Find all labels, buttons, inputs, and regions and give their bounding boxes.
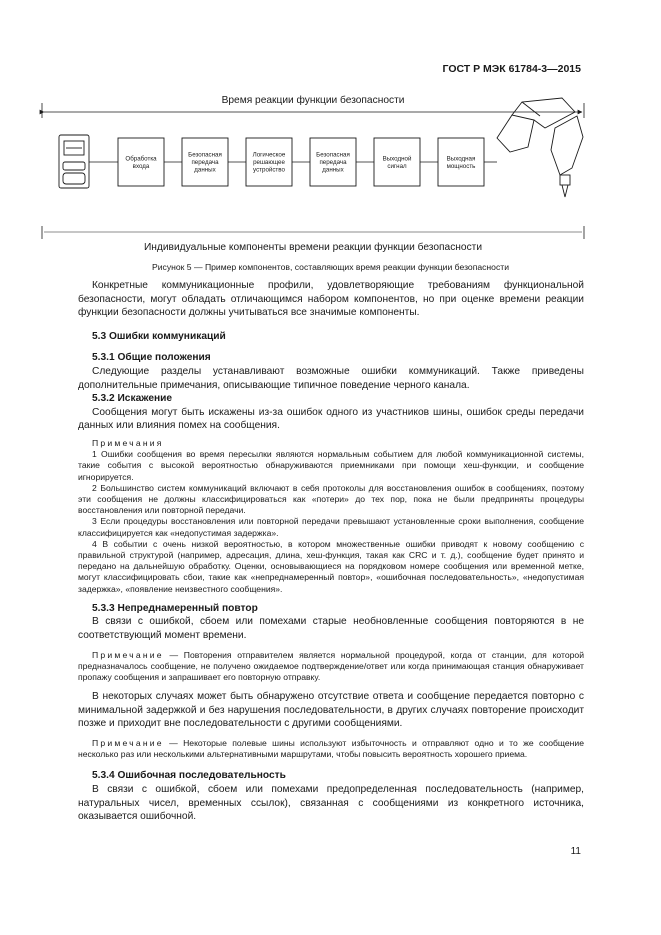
section-5-3-3-note-2 [78, 738, 584, 760]
component-box-label: сигнал [387, 162, 407, 170]
note-text: — Некоторые полевые шины используют избыточность и отправляют одно и то же сообщение несколько раз или несколькими альтернативными маршрутами, чтобы повысить вероятность хорошего приема. [78, 737, 584, 760]
sensor-icon [59, 135, 89, 188]
section-5-3-heading: 5.3 Ошибки коммуникаций [92, 330, 226, 342]
robot-arm-icon [497, 98, 583, 197]
note-3: 3 Если процедуры восстановления или повторной передачи превышают установленные сроки выполнения, сообщение классифицируется как «недопустимая задержка». [78, 516, 584, 538]
response-time-diagram [0, 0, 661, 262]
document-header: ГОСТ Р МЭК 61784-3—2015 [442, 63, 581, 75]
section-5-3-2-heading: 5.3.2 Искажение [92, 393, 173, 405]
section-5-3-3-paragraph-2: В некоторых случаях может быть обнаружено отсутствие ответа и сообщение передается повторно с минимальной задержкой и без нарушения последовательности, в других случаях повторение происходит позже и приходит вне последовательности с другими сообщениями. [78, 691, 584, 730]
section-5-3-1-heading: 5.3.1 Общие положения [92, 352, 211, 364]
component-box-label: данных [194, 166, 216, 174]
component-box-label: Обработка [125, 155, 157, 163]
note-text: — Повторения отправителем является нормальной процедурой, когда от станции, для которой предназначалось сообщение, не получено ожидаемое подтверждение/ответ или когда принимающая станция обнаруживает пропажу сообщения и запрашивает его повторную отправку. [78, 649, 584, 682]
section-5-3-4-heading: 5.3.4 Ошибочная последовательность [92, 770, 286, 782]
section-5-3-3-paragraph: В связи с ошибкой, сбоем или помехами старые необновленные сообщения повторяются в не соответствующий момент времени. [78, 616, 584, 641]
intro-paragraph: Конкретные коммуникационные профили, удовлетворяющие требованиям функциональной безопасности, могут обладать отличающимся набором компонентов, но при оценке времени реакции функции безопасности должны учитываться все значимые компоненты. [78, 280, 584, 319]
bottom-dim-label: Индивидуальные компоненты времени реакции функции безопасности [143, 242, 483, 253]
component-box-label: решающее [253, 159, 285, 166]
note-4: 4 В событии с очень низкой вероятностью, в котором множественные ошибки приводят к новому сообщению с правильной структурой (например, адресация, длина, хеш-функция, такая как CRC и т. д.), сообщение будет принято и передано на дальнейшую обработку. Оценки, основывающиеся на порядковом номере сообщения или временной метке, могут классифицировать сбои, такие как «непреднамеренный повтор», «ошибочная последовательность», «недопустимая задержка», «появление неизвестного сообщения». [78, 538, 584, 594]
component-box-label: передача [191, 159, 219, 166]
component-box-label: мощность [446, 162, 476, 170]
note-label: Примечание [92, 649, 164, 660]
figure-caption: Рисунок 5 — Пример компонентов, составляющих время реакции функции безопасности [152, 262, 509, 272]
section-5-3-2-paragraph: Сообщения могут быть искажены из-за ошибок одного из участников шины, ошибок среды передачи данных или влияния помех на сообщения. [78, 406, 584, 432]
note-2: 2 Большинство систем коммуникаций включают в себя протоколы для восстановления ошибок в сообщениях, поэтому эти сообщения не должны классифицироваться как «потери» до тех пор, пока не были предприняты процедуры восстановления или повторной передачи. [78, 482, 584, 516]
component-box-label: Выходной [382, 155, 412, 163]
component-box-label: Выходная [446, 155, 476, 163]
section-5-3-1-paragraph: Следующие разделы устанавливают возможные ошибки коммуникаций. Также приведены дополнительные примечания, описывающие типичное поведение черного канала. [78, 365, 584, 391]
document-body [78, 279, 584, 824]
component-box-label: Безопасная [188, 151, 222, 159]
section-5-3-3-heading: 5.3.3 Непреднамеренный повтор [92, 602, 258, 614]
notes-title: Примечания [92, 437, 164, 448]
note-label: Примечание [92, 737, 164, 748]
note-1: 1 Ошибки сообщения во время пересылки являются нормальным событием для любой коммуникационной системы, такие события с высокой вероятностью обнаруживаются приемниками при помощи хеш-функции, и сообщение игнорируется. [78, 449, 584, 482]
section-5-3-4-paragraph: В связи с ошибкой, сбоем или помехами предопределенная последовательность (например, натуральных чисел, временных ссылок), связанная с сообщениями из конкретного источника, оказывается ошибочной. [78, 783, 584, 823]
component-box-label: входа [132, 162, 150, 170]
section-5-3-3-note-1 [78, 650, 584, 684]
top-dim-label: Время реакции функции безопасности [221, 95, 405, 106]
component-box-label: Безопасная [316, 151, 350, 159]
page-number: 11 [570, 846, 581, 857]
component-box-label: передача [319, 159, 347, 166]
component-box-label: устройство [253, 166, 285, 174]
component-box-label: данных [322, 166, 344, 174]
component-box-label: Логическое [252, 151, 286, 159]
